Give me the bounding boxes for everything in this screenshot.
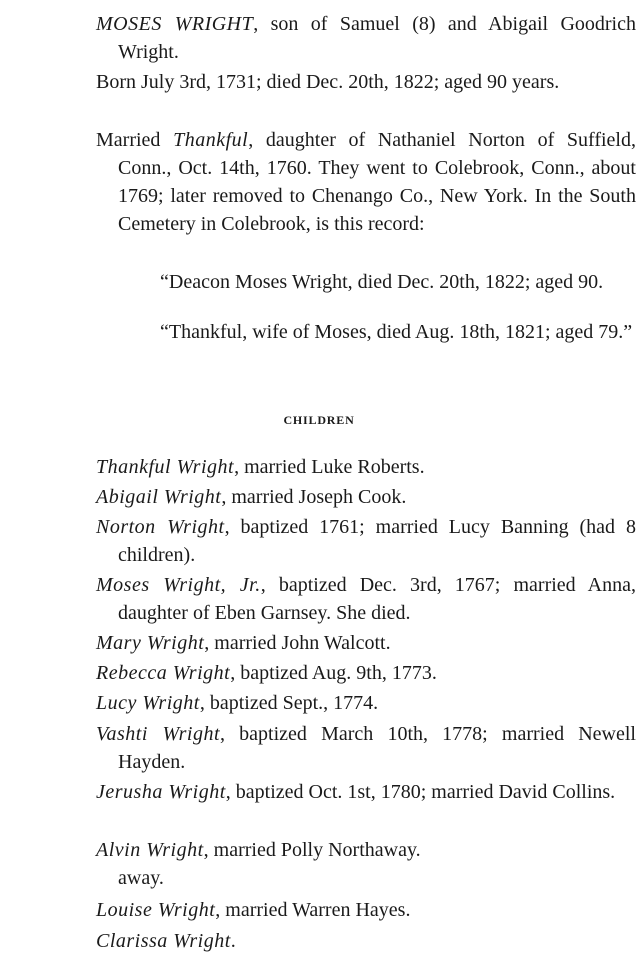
child-text: , baptized Oct. 1st, 1780; married David Collins.	[225, 781, 616, 803]
child-entry	[96, 513, 636, 569]
child-entry	[96, 836, 636, 864]
quote-2: “Thankful, wife of Moses, died Aug. 18th, 1821; aged 79.”	[160, 321, 633, 343]
married-text: , daughter of Nathaniel Norton of Suffield, Conn., Oct. 14th, 1760. They went to Colebrook, Conn., about 1769; later removed to Chenango Co., New York. In the South Cemetery in Colebrook, is this record:	[118, 129, 636, 235]
child-entry-continuation	[96, 864, 636, 892]
child-text: , baptized 1761; married Lucy Banning (had 8 children).	[118, 516, 636, 566]
child-entry	[96, 778, 636, 806]
child-name: Vashti Wright	[96, 723, 221, 745]
child-entry	[96, 689, 636, 717]
entry-header	[96, 10, 636, 66]
child-entry	[96, 927, 636, 955]
child-text: , married Joseph Cook.	[221, 486, 407, 508]
child-entry	[96, 483, 636, 511]
child-name: Alvin Wright	[96, 839, 204, 861]
child-name: Moses Wright, Jr.	[96, 574, 261, 596]
child-text: , married Warren Hayes.	[215, 899, 411, 921]
marriage-paragraph	[96, 126, 636, 238]
child-name: Mary Wright	[96, 632, 205, 654]
child-name: Jerusha Wright	[96, 781, 226, 803]
child-name: Rebecca Wright	[96, 662, 231, 684]
child-name: Thankful Wright	[96, 456, 235, 478]
child-name: Norton Wright	[96, 516, 225, 538]
child-text: , baptized Sept., 1774.	[199, 692, 379, 714]
child-entry	[96, 896, 636, 924]
child-text: , married Luke Roberts.	[234, 456, 425, 478]
child-entry	[96, 720, 636, 776]
child-entry	[96, 571, 636, 627]
child-name: Abigail Wright	[96, 486, 222, 508]
children-heading: CHILDREN	[283, 413, 355, 427]
child-entry	[96, 629, 636, 657]
child-text: .	[230, 930, 236, 952]
child-text: , baptized Dec. 3rd, 1767; married Anna, daughter of Eben Garnsey. She died.	[118, 574, 636, 624]
child-entry	[96, 659, 636, 687]
subject-name: MOSES WRIGHT	[96, 13, 254, 35]
child-text: , baptized Aug. 9th, 1773.	[230, 662, 437, 684]
birth-death-line: Born July 3rd, 1731; died Dec. 20th, 1822; aged 90 years.	[96, 71, 560, 93]
child-text: , married John Walcott.	[204, 632, 391, 654]
spouse-name: Thankful	[173, 129, 249, 151]
quote-1: “Deacon Moses Wright, died Dec. 20th, 1822; aged 90.	[160, 271, 604, 293]
subject-intro: , son of Samuel (8) and Abigail Goodrich Wright.	[118, 13, 636, 63]
child-text: , married Polly Northaway.	[203, 839, 421, 861]
child-name: Lucy Wright	[96, 692, 200, 714]
child-entry	[96, 453, 636, 481]
married-prefix: Married	[96, 129, 174, 151]
child-name: Louise Wright	[96, 899, 216, 921]
child-text: away.	[118, 867, 164, 889]
child-text: , baptized March 10th, 1778; married Newell Hayden.	[118, 723, 636, 773]
child-name: Clarissa Wright	[96, 930, 231, 952]
